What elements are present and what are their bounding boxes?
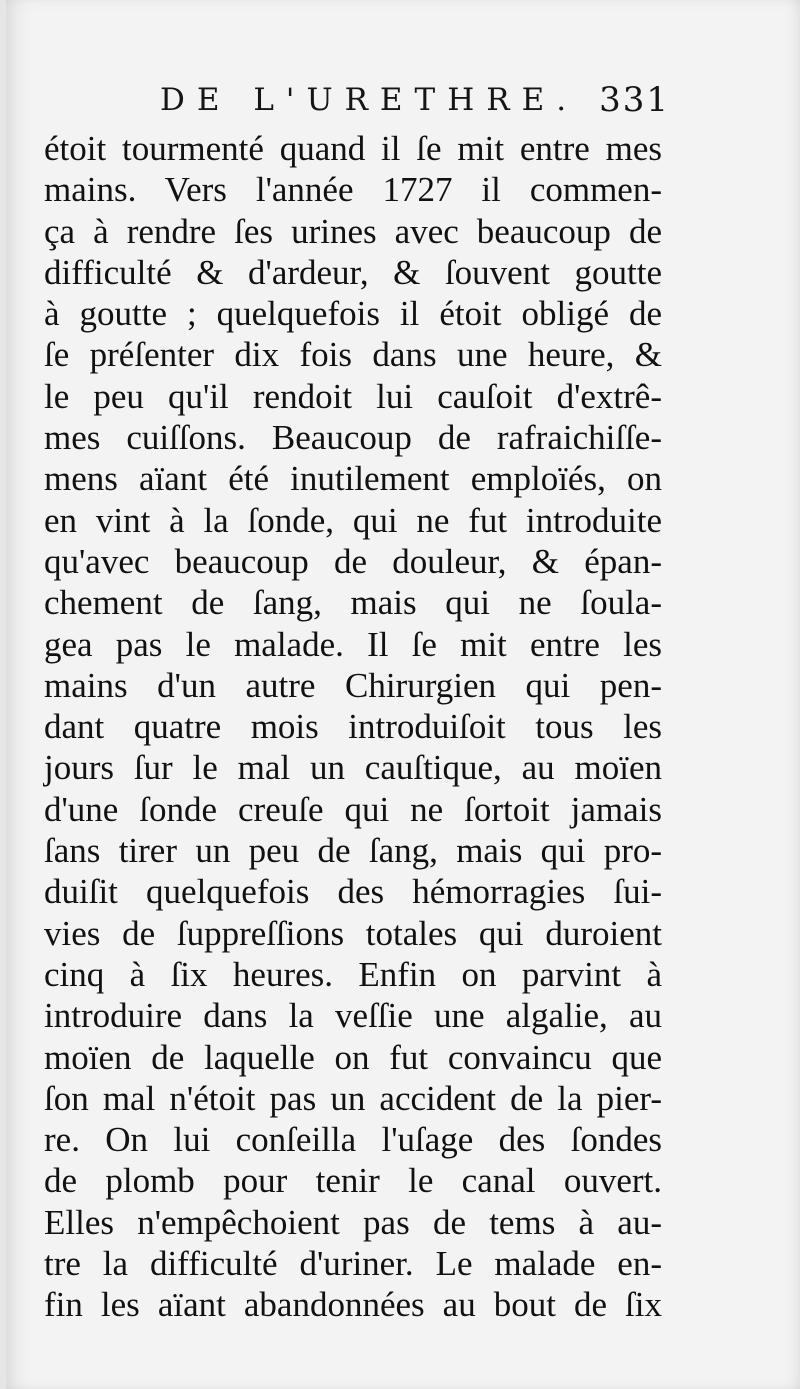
text-line: duiſit quelquefois des hémorragies ſui- (44, 872, 662, 912)
text-line: d'une ſonde creuſe qui ne ſortoit jamais (44, 789, 662, 829)
text-line: ſon mal n'étoit pas un accident de la pier- (44, 1078, 662, 1118)
text-line: qu'avec beaucoup de douleur, & épan- (44, 541, 662, 581)
text-line: Elles n'empêchoient pas de tems à au- (44, 1202, 662, 1242)
text-line: ſe préſenter dix fois dans une heure, & (44, 335, 662, 375)
text-line: ça à rendre ſes urines avec beaucoup de (44, 211, 662, 251)
text-line: mens aïant été inutilement emploïés, on (44, 459, 662, 499)
text-line: de plomb pour tenir le canal ouvert. (44, 1161, 662, 1201)
text-line: chement de ſang, mais qui ne ſoula- (44, 583, 662, 623)
text-line: à goutte ; quelquefois il étoit obligé de (44, 294, 662, 334)
text-line: en vint à la ſonde, qui ne fut introduite (44, 500, 662, 540)
text-line: vies de ſuppreſſions totales qui duroient (44, 913, 662, 953)
text-line: cinq à ſix heures. Enfin on parvint à (44, 954, 662, 994)
text-line: moïen de laquelle on fut convaincu que (44, 1037, 662, 1077)
text-line: le peu qu'il rendoit lui cauſoit d'extrê- (44, 376, 662, 416)
text-line: jours ſur le mal un cauſtique, au moïen (44, 748, 662, 788)
text-line: ſans tirer un peu de ſang, mais qui pro- (44, 831, 662, 871)
text-line: mains. Vers l'année 1727 il commen- (44, 170, 662, 210)
body-text (44, 128, 662, 1326)
running-head (160, 78, 670, 128)
text-line: gea pas le malade. Il ſe mit entre les (44, 624, 662, 664)
text-line: mes cuiſſons. Beaucoup de rafraichiſſe- (44, 418, 662, 458)
text-line: introduire dans la veſſie une algalie, au (44, 996, 662, 1036)
text-line: mains d'un autre Chirurgien qui pen- (44, 665, 662, 705)
text-line: tre la difficulté d'uriner. Le malade en- (44, 1244, 662, 1284)
running-title: DE L'URETHRE. (160, 82, 579, 118)
text-line: re. On lui conſeilla l'uſage des ſondes (44, 1120, 662, 1160)
text-line: étoit tourmenté quand il ſe mit entre mes (44, 129, 662, 168)
text-line: fin les aïant abandonnées au bout de ſix (44, 1285, 662, 1325)
page-number: 331 (599, 80, 670, 120)
text-line: difficulté & d'ardeur, & ſouvent goutte (44, 252, 662, 292)
page-gutter-shadow (0, 0, 6, 1389)
text-line: dant quatre mois introduiſoit tous les (44, 707, 662, 747)
